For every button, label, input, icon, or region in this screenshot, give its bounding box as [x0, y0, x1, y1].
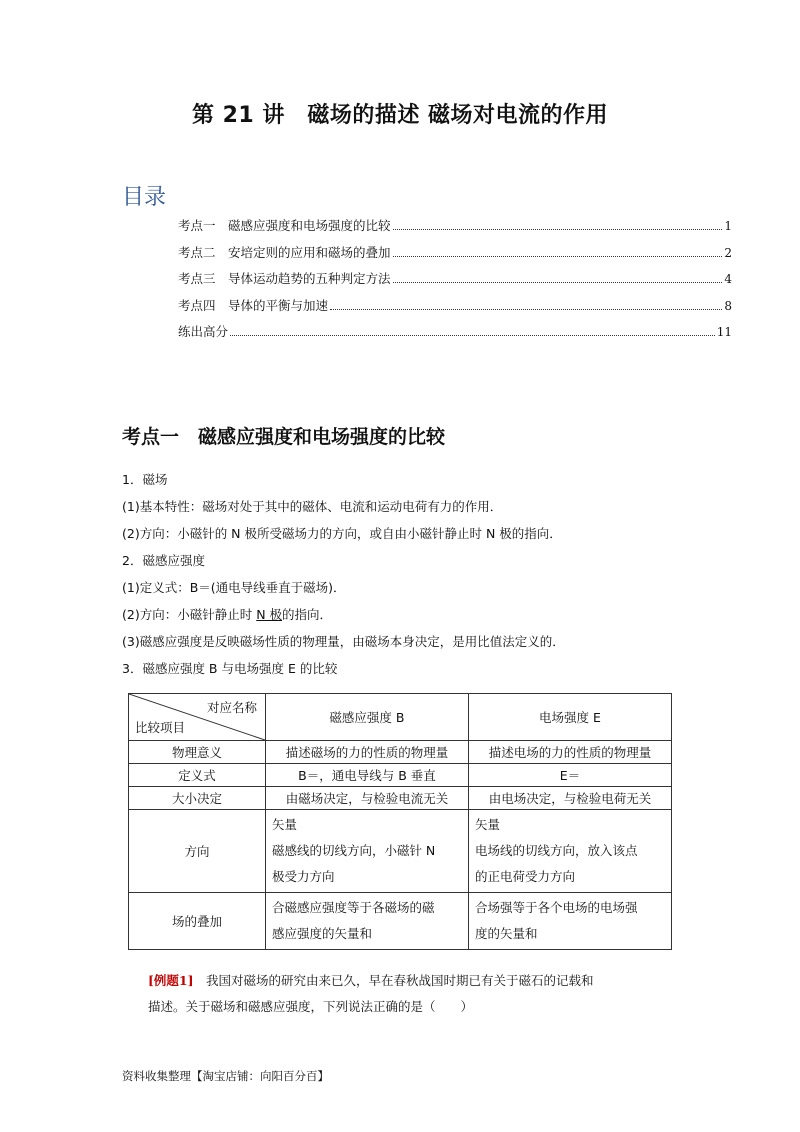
- example-line: 描述。关于磁场和磁感应强度，下列说法正确的是（ ）: [148, 999, 474, 1014]
- table-row: [129, 810, 672, 893]
- table-header-row: [129, 694, 672, 741]
- cell-line: 矢量: [474, 817, 500, 832]
- diagonal-header-cell: [129, 694, 266, 741]
- example-question: [148, 968, 688, 1020]
- header-top-label: 对应名称: [206, 700, 257, 715]
- direction-line-pre: (2)方向：小磁针静止时: [122, 607, 257, 622]
- row-e-cell: E＝: [468, 764, 671, 787]
- cell-line: 矢量: [271, 817, 297, 832]
- toc-item[interactable]: [178, 243, 732, 270]
- page-footer: 资料收集整理【淘宝店铺：向阳百分百】: [122, 1069, 329, 1083]
- toc-item-page: 11: [716, 325, 732, 339]
- toc-item-label: 考点一 磁感应强度和电场强度的比较: [178, 218, 391, 233]
- table-of-contents: [178, 216, 732, 349]
- comparison-table: [128, 693, 672, 950]
- row-b-cell: B＝，通电导线与 B 垂直: [265, 764, 468, 787]
- cell-line: 的正电荷受力方向: [474, 869, 575, 884]
- direction-line-post: 的指向．: [282, 607, 333, 622]
- table-row: [129, 893, 672, 950]
- toc-item[interactable]: [178, 322, 732, 349]
- body-line: 3．磁感应强度 B 与电场强度 E 的比较: [122, 661, 338, 676]
- row-e-cell: 由电场决定，与检验电荷无关: [468, 787, 671, 810]
- row-b-cell: 由磁场决定，与检验电流无关: [265, 787, 468, 810]
- row-item: 大小决定: [129, 787, 266, 810]
- toc-item[interactable]: [178, 296, 732, 323]
- table-row: [129, 787, 672, 810]
- section-heading: 考点一 磁感应强度和电场强度的比较: [122, 426, 446, 448]
- page-title: 第 21 讲 磁场的描述 磁场对电流的作用: [191, 103, 609, 128]
- toc-item-label: 考点二 安培定则的应用和磁场的叠加: [178, 244, 391, 260]
- row-item: 场的叠加: [129, 893, 266, 950]
- header-bottom-label: 比较项目: [135, 720, 186, 735]
- toc-item-label: 考点三 导体运动趋势的五种判定方法: [178, 271, 391, 286]
- row-e-cell: [468, 893, 671, 950]
- example-tag: [例题1]: [148, 973, 194, 988]
- toc-item-label: 考点四 导体的平衡与加速: [178, 297, 329, 313]
- body-line: (2)方向：小磁针的 N 极所受磁场力的方向，或自由小磁针静止时 N 极的指向．: [122, 526, 562, 541]
- cell-line: 合场强等于各个电场的电场强: [474, 900, 638, 915]
- row-e-cell: [468, 810, 671, 893]
- table-row: [129, 764, 672, 787]
- row-item: 物理意义: [129, 741, 266, 764]
- row-item: 定义式: [129, 764, 266, 787]
- cell-line: 合磁感应强度等于各磁场的磁: [271, 900, 435, 915]
- toc-item[interactable]: [178, 269, 732, 296]
- row-b-cell: [265, 810, 468, 893]
- cell-line: 极受力方向: [271, 869, 335, 884]
- table-row: [129, 741, 672, 764]
- toc-item-page: 8: [724, 298, 732, 313]
- row-e-cell: 描述电场的力的性质的物理量: [468, 741, 671, 764]
- cell-line: 度的矢量和: [474, 926, 538, 941]
- body-line: 1．磁场: [122, 472, 168, 487]
- example-line: [148, 968, 688, 994]
- row-item: 方向: [129, 810, 266, 893]
- toc-item-label: 练出高分: [178, 324, 229, 339]
- body-line: (1)基本特性：磁场对处于其中的磁体、电流和运动电荷有力的作用．: [122, 499, 503, 514]
- toc-leader-dots: [230, 334, 715, 336]
- body-line: 2．磁感应强度: [122, 553, 205, 568]
- toc-item-page: 1: [724, 219, 732, 233]
- cell-line: 感应强度的矢量和: [271, 926, 372, 941]
- header-col-b: 磁感应强度 B: [265, 694, 468, 741]
- body-line: (3)磁感应强度是反映磁场性质的物理量，由磁场本身决定，是用比值法定义的．: [122, 634, 565, 649]
- row-b-cell: [265, 893, 468, 950]
- section-body: [122, 466, 682, 682]
- toc-leader-dots: [393, 228, 723, 230]
- direction-line-underlined: N 极: [256, 607, 283, 622]
- toc-leader-dots: [393, 255, 723, 257]
- cell-line: 电场线的切线方向，放入该点: [474, 843, 638, 858]
- direction-line: [122, 601, 682, 628]
- toc-leader-dots: [393, 281, 723, 283]
- toc-item[interactable]: [178, 216, 732, 243]
- example-text: 我国对磁场的研究由来已久，早在春秋战国时期已有关于磁石的记载和: [193, 973, 594, 988]
- cell-line: 磁感线的切线方向，小磁针 N: [271, 843, 436, 858]
- body-line: (1)定义式：B＝(通电导线垂直于磁场)．: [122, 580, 346, 595]
- toc-item-page: 4: [724, 272, 732, 286]
- row-b-cell: 描述磁场的力的性质的物理量: [265, 741, 468, 764]
- toc-leader-dots: [330, 308, 722, 310]
- header-col-e: 电场强度 E: [468, 694, 671, 741]
- toc-item-page: 2: [724, 245, 732, 260]
- toc-heading: 目录: [122, 185, 167, 210]
